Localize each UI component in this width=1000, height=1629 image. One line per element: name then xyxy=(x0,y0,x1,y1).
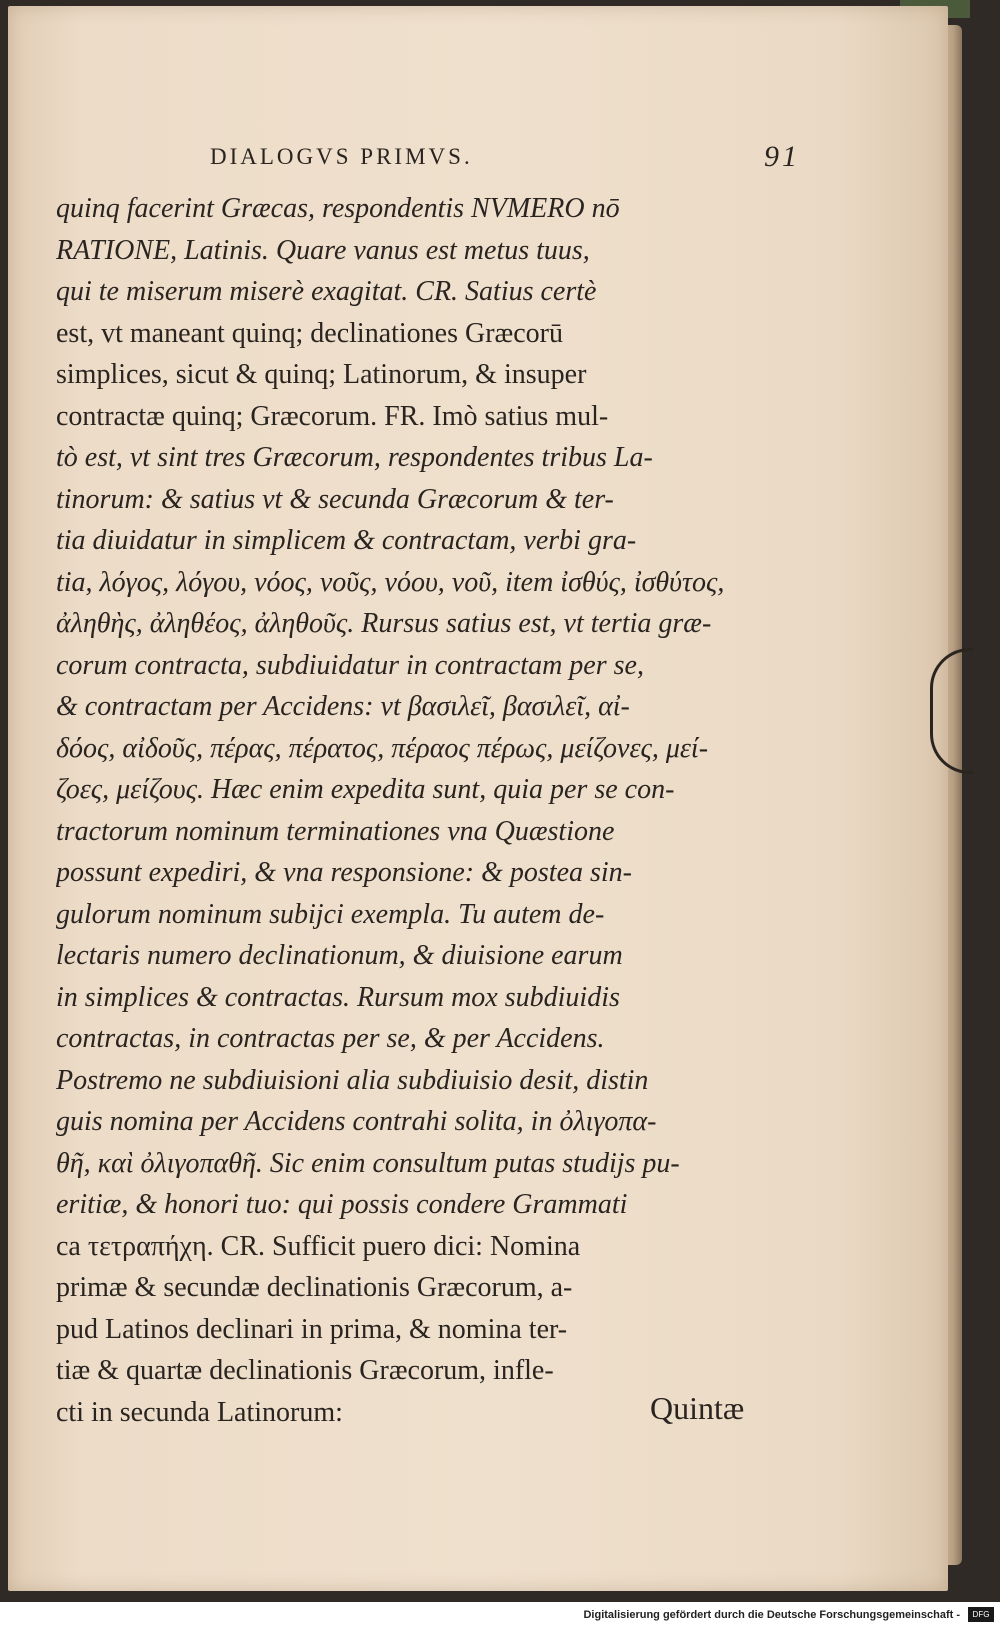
text-line: simplices, sicut & quinq; Latinorum, & insuper xyxy=(56,359,587,390)
text-line: est, vt maneant quinq; declinationes Græcorū xyxy=(56,317,563,349)
text-line: θῆ, καὶ ὀλιγοπαθῆ. Sic enim consultum putas studijs pu- xyxy=(56,1147,680,1179)
text-line: ζοες, μείζους. Hæc enim expedita sunt, quia per se con- xyxy=(56,774,675,805)
dfg-logo: DFG xyxy=(968,1607,994,1622)
page-clip xyxy=(930,648,973,774)
text-line: in simplices & contractas. Rursum mox subdiuidis xyxy=(56,981,620,1013)
text-line: Postremo ne subdiuisioni alia subdiuisio desit, distin xyxy=(56,1064,649,1096)
text-line: contractas, in contractas per se, & per Accidens. xyxy=(56,1023,605,1054)
text-line: & contractam per Accidens: vt βασιλεῖ, βασιλεῖ, αἰ- xyxy=(56,691,630,722)
text-line: possunt expediri, & vna responsione: & postea sin- xyxy=(56,857,633,888)
text-line: pud Latinos declinari in prima, & nomina ter- xyxy=(56,1313,568,1345)
text-line: cti in secunda Latinorum: xyxy=(56,1396,343,1428)
text-line: δόος, αἰδοῦς, πέρας, πέρατος, πέραος πέρως, μείζονες, μεί- xyxy=(56,732,709,764)
text-line: eritiæ, & honori tuo: qui possis condere Grammati xyxy=(56,1189,628,1220)
text-line: RATIONE, Latinis. Quare vanus est metus tuus, xyxy=(56,234,590,266)
text-line: ἀληθὴς, ἀληθέος, ἀληθοῦς. Rursus satius est, vt tertia græ- xyxy=(56,608,712,639)
catchword: Quintæ xyxy=(650,1390,745,1426)
text-line: contractæ quinq; Græcorum. FR. Imò satius mul- xyxy=(56,400,609,432)
text-line: tinorum: & satius vt & secunda Græcorum & ter- xyxy=(56,483,614,515)
text-line: gulorum nominum subijci exempla. Tu autem de- xyxy=(56,898,605,930)
text-line: corum contracta, subdiuidatur in contractam per se, xyxy=(56,649,644,681)
funding-credit: Digitalisierung gefördert durch die Deutsche Forschungsgemeinschaft - xyxy=(583,1609,960,1621)
text-line: quinq facerint Græcas, respondentis NVMERO nō xyxy=(56,193,620,224)
text-line: tia diuidatur in simplicem & contractam, verbi gra- xyxy=(56,525,637,556)
text-line: tia, λόγος, λόγου, νόος, νοῦς, νόου, νοῦ, item ἰσθύς, ἰσθύτος, xyxy=(56,566,725,598)
digitization-footer xyxy=(0,1602,1000,1629)
text-line: lectaris numero declinationum, & diuisione earum xyxy=(56,940,623,971)
page-header xyxy=(210,140,800,180)
text-line: primæ & secundæ declinationis Græcorum, a- xyxy=(56,1272,573,1303)
running-title: DIALOGVS PRIMVS. xyxy=(210,144,473,169)
text-line: ca τετραπήχη. CR. Sufficit puero dici: Nomina xyxy=(56,1230,581,1262)
text-line: qui te miserum miserè exagitat. CR. Satius certè xyxy=(56,276,597,307)
text-line: tò est, vt sint tres Græcorum, respondentes tribus La- xyxy=(56,442,653,473)
text-line: tiæ & quartæ declinationis Græcorum, infle- xyxy=(56,1355,554,1386)
text-line: guis nomina per Accidens contrahi solita, in ὀλιγοπα- xyxy=(56,1106,657,1137)
text-line: tractorum nominum terminationes vna Quæstione xyxy=(56,815,615,847)
page-number: 91 xyxy=(764,140,800,173)
body-text xyxy=(56,188,826,1433)
